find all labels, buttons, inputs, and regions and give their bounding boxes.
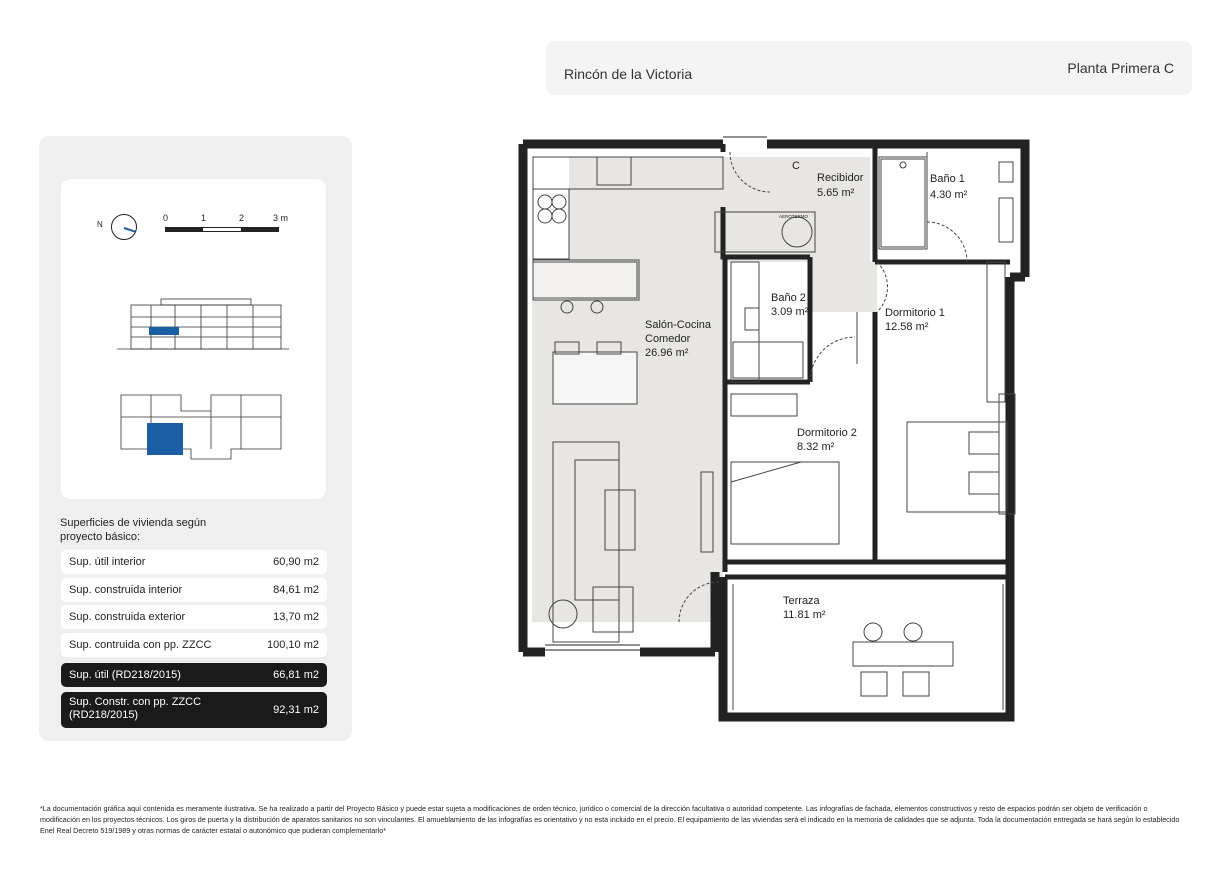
- room-area-dormitorio2: 8.32 m²: [797, 441, 835, 453]
- aerotermo-label: AEROTERMO: [779, 214, 809, 219]
- surface-label: Sup. construida exterior: [69, 611, 186, 623]
- surface-row: [61, 633, 327, 657]
- surface-label: Sup. contruida con pp. ZZCC: [69, 639, 212, 651]
- floor-name: Planta Primera C: [1067, 60, 1174, 76]
- surface-value: 60,90 m2: [273, 556, 319, 568]
- compass-icon: [111, 214, 137, 240]
- building-elevation-diagram: [111, 297, 291, 359]
- side-panel: [39, 136, 352, 741]
- surfaces-title: Superficies de vivienda según proyecto básico:: [60, 517, 207, 543]
- room-name-terraza: Terraza: [783, 595, 820, 607]
- surface-row: [61, 550, 327, 574]
- surface-value: 100,10 m2: [267, 639, 319, 651]
- room-name-comedor: Comedor: [645, 333, 691, 345]
- surface-value: 84,61 m2: [273, 584, 319, 596]
- room-area-bano2: 3.09 m²: [771, 306, 809, 318]
- surface-row-highlight: [61, 663, 327, 687]
- scale-label: 1: [201, 213, 207, 223]
- surface-row-highlight: [61, 692, 327, 728]
- surface-label: Sup. construida interior: [69, 584, 183, 596]
- disclaimer-text: *La documentación gráfica aquí contenida es meramente ilustrativa. Se ha realizado a partir del Proyecto Básico y puede estar sujeta a modificaciones de orden técnico, jurídico o comercial de la dirección facultativa o autoridad competente. Las infografías de fachada, elementos constructivos y resto de espacios podrán ser objeto de verificación o modificación en los proyectos técnicos. Los giros de puerta y la distribución de aparatos sanitarios no son vinculantes. El amueblamiento de las infografías es orientativo y no esta incluido en el precio. El equipamiento de las viviendas será el indicado en la memoria de calidades que se adjunta. Toda la documentación entregada se hará según lo establecido Enel Real Decreto 519/1989 y otras normas de carácter estatal o autonómico que pudieran complementarlo*: [40, 804, 1180, 835]
- room-area-bano1: 4.30 m²: [930, 189, 968, 201]
- room-name-recibidor: Recibidor: [817, 172, 864, 184]
- room-name-dormitorio1: Dormitorio 1: [885, 307, 945, 319]
- site-plan-diagram: [111, 389, 291, 467]
- surface-label: Sup. útil (RD218/2015): [69, 669, 181, 681]
- room-area-recibidor: 5.65 m²: [817, 187, 855, 199]
- room-name-bano2: Baño 2: [771, 292, 806, 304]
- room-area-dormitorio1: 12.58 m²: [885, 321, 929, 333]
- room-name-bano1: Baño 1: [930, 173, 965, 185]
- surface-label: Sup. útil interior: [69, 556, 146, 568]
- header-bar: [546, 41, 1192, 95]
- info-card: [61, 179, 326, 499]
- scale-label: 3 m: [273, 213, 289, 223]
- location-name: Rincón de la Victoria: [564, 66, 693, 82]
- surface-value: 92,31 m2: [273, 704, 319, 716]
- surface-row: [61, 605, 327, 629]
- scale-label: 0: [163, 213, 169, 223]
- scale-label: 2: [239, 213, 245, 223]
- surface-value: 13,70 m2: [273, 611, 319, 623]
- room-area-salon: 26.96 m²: [645, 347, 689, 359]
- room-marker-c: C: [792, 160, 800, 172]
- surface-label: Sup. Constr. con pp. ZZCC (RD218/2015): [69, 696, 202, 721]
- compass-north-label: N: [97, 220, 103, 229]
- floor-plan: [505, 132, 1065, 732]
- surface-value: 66,81 m2: [273, 669, 319, 681]
- scale-bar: [165, 213, 305, 232]
- room-name-salon: Salón-Cocina: [645, 319, 712, 331]
- room-name-dormitorio2: Dormitorio 2: [797, 427, 857, 439]
- surface-row: [61, 578, 327, 602]
- room-area-terraza: 11.81 m²: [783, 609, 826, 621]
